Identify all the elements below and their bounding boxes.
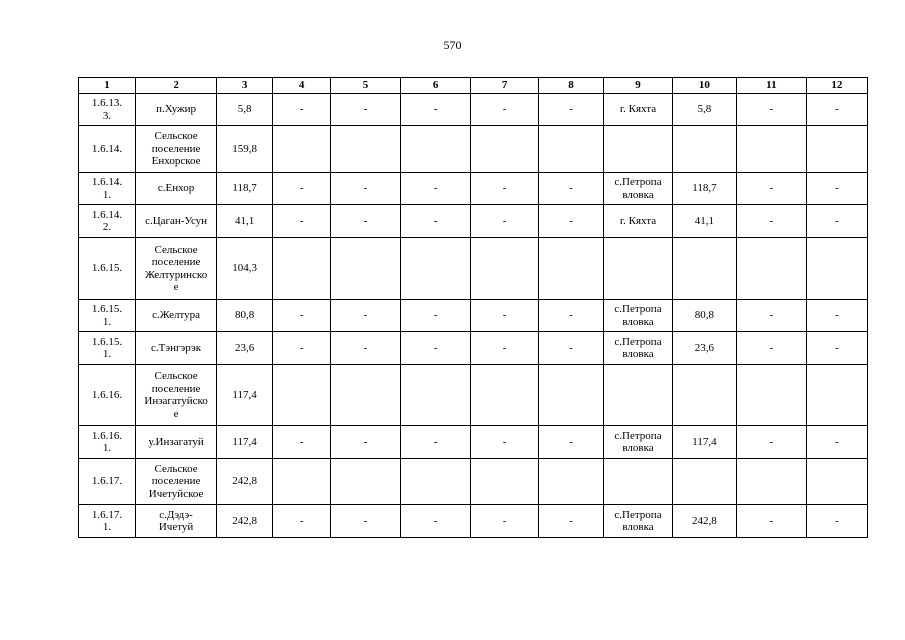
table-cell <box>604 126 673 173</box>
table-header-row <box>79 78 868 94</box>
table-cell: 1.6.16. 1. <box>79 426 136 459</box>
table-cell: - <box>538 94 603 126</box>
table-cell <box>471 238 538 300</box>
table-cell: 159,8 <box>217 126 273 173</box>
table-cell: - <box>273 426 331 459</box>
column-header: 11 <box>737 78 807 94</box>
table-row <box>79 300 868 332</box>
table-row <box>79 459 868 505</box>
table-cell <box>331 365 401 426</box>
table-cell: 117,4 <box>217 365 273 426</box>
table-cell: - <box>400 94 471 126</box>
table-cell: - <box>538 332 603 365</box>
column-header: 12 <box>806 78 867 94</box>
settlements-table <box>78 77 868 538</box>
table-cell: - <box>331 505 401 538</box>
table-cell <box>400 365 471 426</box>
table-cell: - <box>538 426 603 459</box>
table-cell: 242,8 <box>672 505 736 538</box>
table-cell <box>471 459 538 505</box>
table-cell: - <box>737 505 807 538</box>
table-cell <box>331 126 401 173</box>
table-cell: - <box>737 205 807 238</box>
table-row <box>79 126 868 173</box>
table-cell: г. Кяхта <box>604 94 673 126</box>
table-cell <box>331 238 401 300</box>
table-cell: 41,1 <box>217 205 273 238</box>
table-cell <box>672 238 736 300</box>
column-header: 4 <box>273 78 331 94</box>
table-row <box>79 173 868 205</box>
table-cell <box>806 365 867 426</box>
table-cell <box>273 459 331 505</box>
column-header: 6 <box>400 78 471 94</box>
table-cell <box>538 459 603 505</box>
table-cell: 5,8 <box>672 94 736 126</box>
table-cell: - <box>273 505 331 538</box>
table-cell: - <box>400 173 471 205</box>
table-cell: 1.6.15. 1. <box>79 300 136 332</box>
table-cell: - <box>273 94 331 126</box>
table-row <box>79 426 868 459</box>
table-cell <box>737 459 807 505</box>
table-cell: - <box>806 505 867 538</box>
table-cell: - <box>806 300 867 332</box>
table-cell: с.Тэнгэрэк <box>136 332 217 365</box>
table-cell: - <box>737 426 807 459</box>
table-row <box>79 365 868 426</box>
table-cell <box>538 238 603 300</box>
table-cell: - <box>331 205 401 238</box>
table-cell: - <box>538 205 603 238</box>
table-cell: 1.6.15. <box>79 238 136 300</box>
table-cell: - <box>331 173 401 205</box>
table-cell <box>538 126 603 173</box>
table-cell: - <box>737 173 807 205</box>
table-cell: 1.6.15. 1. <box>79 332 136 365</box>
table-cell <box>604 365 673 426</box>
table-cell: 23,6 <box>672 332 736 365</box>
table-row <box>79 505 868 538</box>
column-header: 3 <box>217 78 273 94</box>
table-cell: - <box>806 94 867 126</box>
table-cell: - <box>471 94 538 126</box>
table-cell: 104,3 <box>217 238 273 300</box>
table-cell: - <box>273 205 331 238</box>
table-cell: - <box>471 505 538 538</box>
table-cell: Сельское поселение Желтуринско е <box>136 238 217 300</box>
table-cell: - <box>538 300 603 332</box>
table-cell: - <box>331 94 401 126</box>
table-cell: - <box>737 332 807 365</box>
table-cell: - <box>400 332 471 365</box>
table-row <box>79 205 868 238</box>
column-header: 8 <box>538 78 603 94</box>
table-cell: 41,1 <box>672 205 736 238</box>
table-cell <box>672 365 736 426</box>
table-cell <box>273 126 331 173</box>
table-cell <box>471 126 538 173</box>
table-cell: - <box>273 332 331 365</box>
column-header: 1 <box>79 78 136 94</box>
table-cell: - <box>400 426 471 459</box>
table-cell: 118,7 <box>217 173 273 205</box>
table-cell: Сельское поселение Енхорское <box>136 126 217 173</box>
table-cell <box>331 459 401 505</box>
table-cell: 1.6.14. 1. <box>79 173 136 205</box>
table-cell: 118,7 <box>672 173 736 205</box>
table-cell: - <box>737 94 807 126</box>
table-cell: - <box>471 426 538 459</box>
table-cell: с.Петропа вловка <box>604 332 673 365</box>
table-cell: - <box>400 205 471 238</box>
table-cell: 242,8 <box>217 459 273 505</box>
table-cell <box>737 238 807 300</box>
table-cell <box>538 365 603 426</box>
table-cell: - <box>538 505 603 538</box>
table-cell: с.Енхор <box>136 173 217 205</box>
table-cell: - <box>538 173 603 205</box>
table-row <box>79 94 868 126</box>
table-cell: - <box>737 300 807 332</box>
table-cell <box>672 126 736 173</box>
table-row <box>79 238 868 300</box>
table-cell: 1.6.14. <box>79 126 136 173</box>
table-cell: 1.6.14. 2. <box>79 205 136 238</box>
table-cell: с.Дэдэ- Ичетуй <box>136 505 217 538</box>
table-cell <box>273 238 331 300</box>
table-cell: - <box>400 300 471 332</box>
table-cell: 80,8 <box>217 300 273 332</box>
table-cell: с.Цаган-Усун <box>136 205 217 238</box>
table-cell: 117,4 <box>217 426 273 459</box>
table-cell: - <box>806 426 867 459</box>
table-cell: - <box>471 300 538 332</box>
table-cell: - <box>331 300 401 332</box>
page-number: 570 <box>443 38 462 52</box>
table-cell <box>806 238 867 300</box>
table-cell: 80,8 <box>672 300 736 332</box>
table-cell: - <box>331 426 401 459</box>
table-cell: - <box>806 205 867 238</box>
column-header: 5 <box>331 78 401 94</box>
table-cell <box>400 459 471 505</box>
table-cell <box>672 459 736 505</box>
table-cell <box>273 365 331 426</box>
table-cell: с.Желтура <box>136 300 217 332</box>
column-header: 2 <box>136 78 217 94</box>
table-cell: 117,4 <box>672 426 736 459</box>
table-cell: 1.6.13. 3. <box>79 94 136 126</box>
table-cell: - <box>400 505 471 538</box>
table-cell: с.Петропа вловка <box>604 173 673 205</box>
table-cell <box>806 459 867 505</box>
table-cell <box>400 238 471 300</box>
column-header: 10 <box>672 78 736 94</box>
table-cell: - <box>471 332 538 365</box>
table-cell <box>737 126 807 173</box>
table-cell: 242,8 <box>217 505 273 538</box>
table-cell: - <box>806 332 867 365</box>
table-cell: 1.6.16. <box>79 365 136 426</box>
table-cell: 23,6 <box>217 332 273 365</box>
table-cell: - <box>471 173 538 205</box>
table-cell: с.Петропа вловка <box>604 426 673 459</box>
table-cell <box>471 365 538 426</box>
table-body <box>79 94 868 538</box>
table-cell: - <box>806 173 867 205</box>
table-cell <box>806 126 867 173</box>
table-cell <box>604 238 673 300</box>
table-cell: 5,8 <box>217 94 273 126</box>
table-cell: п.Хужир <box>136 94 217 126</box>
table-cell: Сельское поселение Инзагатуйско е <box>136 365 217 426</box>
table-cell <box>737 365 807 426</box>
table-cell: 1.6.17. 1. <box>79 505 136 538</box>
table-cell <box>400 126 471 173</box>
table-cell: с.Петропа вловка <box>604 300 673 332</box>
table-cell: - <box>273 173 331 205</box>
table-cell: 1.6.17. <box>79 459 136 505</box>
column-header: 7 <box>471 78 538 94</box>
table-cell <box>604 459 673 505</box>
column-header: 9 <box>604 78 673 94</box>
table-cell: Сельское поселение Ичетуйское <box>136 459 217 505</box>
table-row <box>79 332 868 365</box>
table-cell: - <box>273 300 331 332</box>
table-cell: у.Инзагатуй <box>136 426 217 459</box>
table-cell: г. Кяхта <box>604 205 673 238</box>
table-cell: - <box>471 205 538 238</box>
table-cell: - <box>331 332 401 365</box>
table-cell: с.Петропа вловка <box>604 505 673 538</box>
